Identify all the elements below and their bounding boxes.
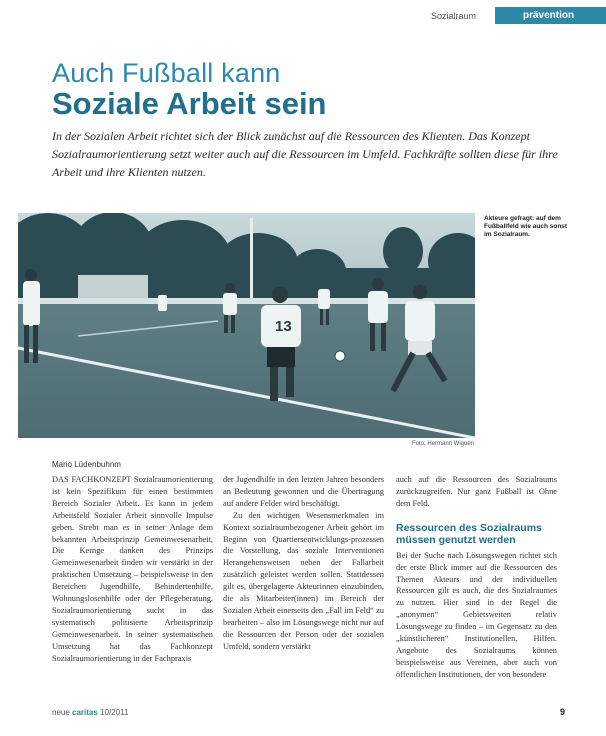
magazine-name: caritas xyxy=(72,708,98,717)
page-number: 9 xyxy=(560,707,566,717)
article-lead: In der Sozialen Arbeit richtet sich der Blick zunächst auf die Ressourcen des Klienten. Das Konzept Sozialraumorientierung setzt weiter auch auf die Ressourcen im Umfeld. Fachkräfte sollten diese für ihre Arbeit und ihre Klienten nutzen. xyxy=(52,129,558,179)
category-tab: prävention xyxy=(495,7,606,24)
body-column-2 xyxy=(223,474,384,653)
football-scene xyxy=(18,213,475,438)
building xyxy=(78,275,148,299)
football-photo xyxy=(18,213,475,438)
body-column-1 xyxy=(52,474,213,665)
photo-credit: Foto: Hermann Wiguen xyxy=(412,441,475,447)
photo-caption: Akteure gefragt: auf dem Fußballfeld wie auch sonst im Sozialraum. xyxy=(484,215,568,238)
article-headline: Soziale Arbeit sein xyxy=(52,86,327,121)
magazine-prefix: neue xyxy=(52,708,70,717)
section-label: Sozialraum xyxy=(431,11,477,21)
article-kicker: Auch Fußball kann xyxy=(52,58,281,88)
jersey-number: 13 xyxy=(275,318,292,335)
body-column-3 xyxy=(396,474,557,681)
magazine-issue: 10/2011 xyxy=(100,708,129,717)
author-byline: Mario Lüdenbuhnm xyxy=(52,460,121,469)
floodlight-pole xyxy=(250,218,253,308)
body-paragraph: Bei der Suche nach Lösungswegen richtet sich der erste Blick immer auf die Ressourcen des Themen Akteurs und der individuellen Ressourcen gilt es auch, die des Sozialraumes zu nutzen. Hier sind in der Regel die „anonymen“ Gebietsweiten relativ Lösungswege zu finden – im Gegensatz zu den „künstlicheren“ Institutionellen, Hilfen. Angebote des Sozialraums können beispielsweise aus Vereinen, aber auch von öffentlichen Institutionen, der von besondere xyxy=(396,550,557,679)
body-paragraph: der Jugendhilfe in den letzten Jahren besonders an Bedeutung gewonnen und die Übertragung auf andere Felder wird beschäftigt. xyxy=(223,475,384,508)
body-paragraph: auch auf die Ressourcen des Sozialraums zurückzugreifen. Nur ganz Fußball ist Ohne dem Feld. xyxy=(396,475,557,508)
section-subhead: Ressourcen des Sozialraums müssen genutzt werden xyxy=(396,521,542,546)
body-paragraph: DAS FACHKONZEPT Sozialraumorientierung ist kein Spezifikum für einen bestimmten Bereich Sozialer Arbeit. Es kann in jedem Arbeitsfeld Sozialer Arbeit sinnvolle Impulse geben. Strebt man es in seiner Anlage dem bekannten Arbeitsprinzip Gemeinwesenarbeit, Die Kernge danken des Prinzips Gemeinwesenarbeit finden wir verstärkt in der praktischen Umsetzung – beispielsweise in den Bereichen Jugendhilfe, Behindertenhilfe, Wohnungslosenhilfe oder der Pflegeberatung. Sozialraumorientierung sucht in das systematisch politisierte Arbeitsprinzip Gemeinwesenarbeit. In seiner systematischen Umsetzung hat das Fachkonzept Sozialraumorientierung in der Fachpraxis xyxy=(52,475,213,663)
football xyxy=(335,351,345,361)
magazine-footer xyxy=(52,708,128,717)
body-paragraph: Zu den wichtigen Wesensmerkmalen im Kontext sozialraumbezogener Arbeit gehört im Beginn von Quartiersentwicklungs-prozessen die Vorstellung, das soziale Interventionen Herangehensweisen neben der Fallarbeit zusätzlich geleistet werden sollen. Stattdessen gilt es, übergelagerte Akteurinnen einzubinden, die als Mitarbeiter(innen) im Bereich der Sozialen Arbeit einerseits den „Fall im Feld“ zu bearbeiten – also im Lösungswege nicht nur auf die Ressourcen der Person oder der sozialen Umfeld, sondern verstärkt xyxy=(223,510,384,651)
